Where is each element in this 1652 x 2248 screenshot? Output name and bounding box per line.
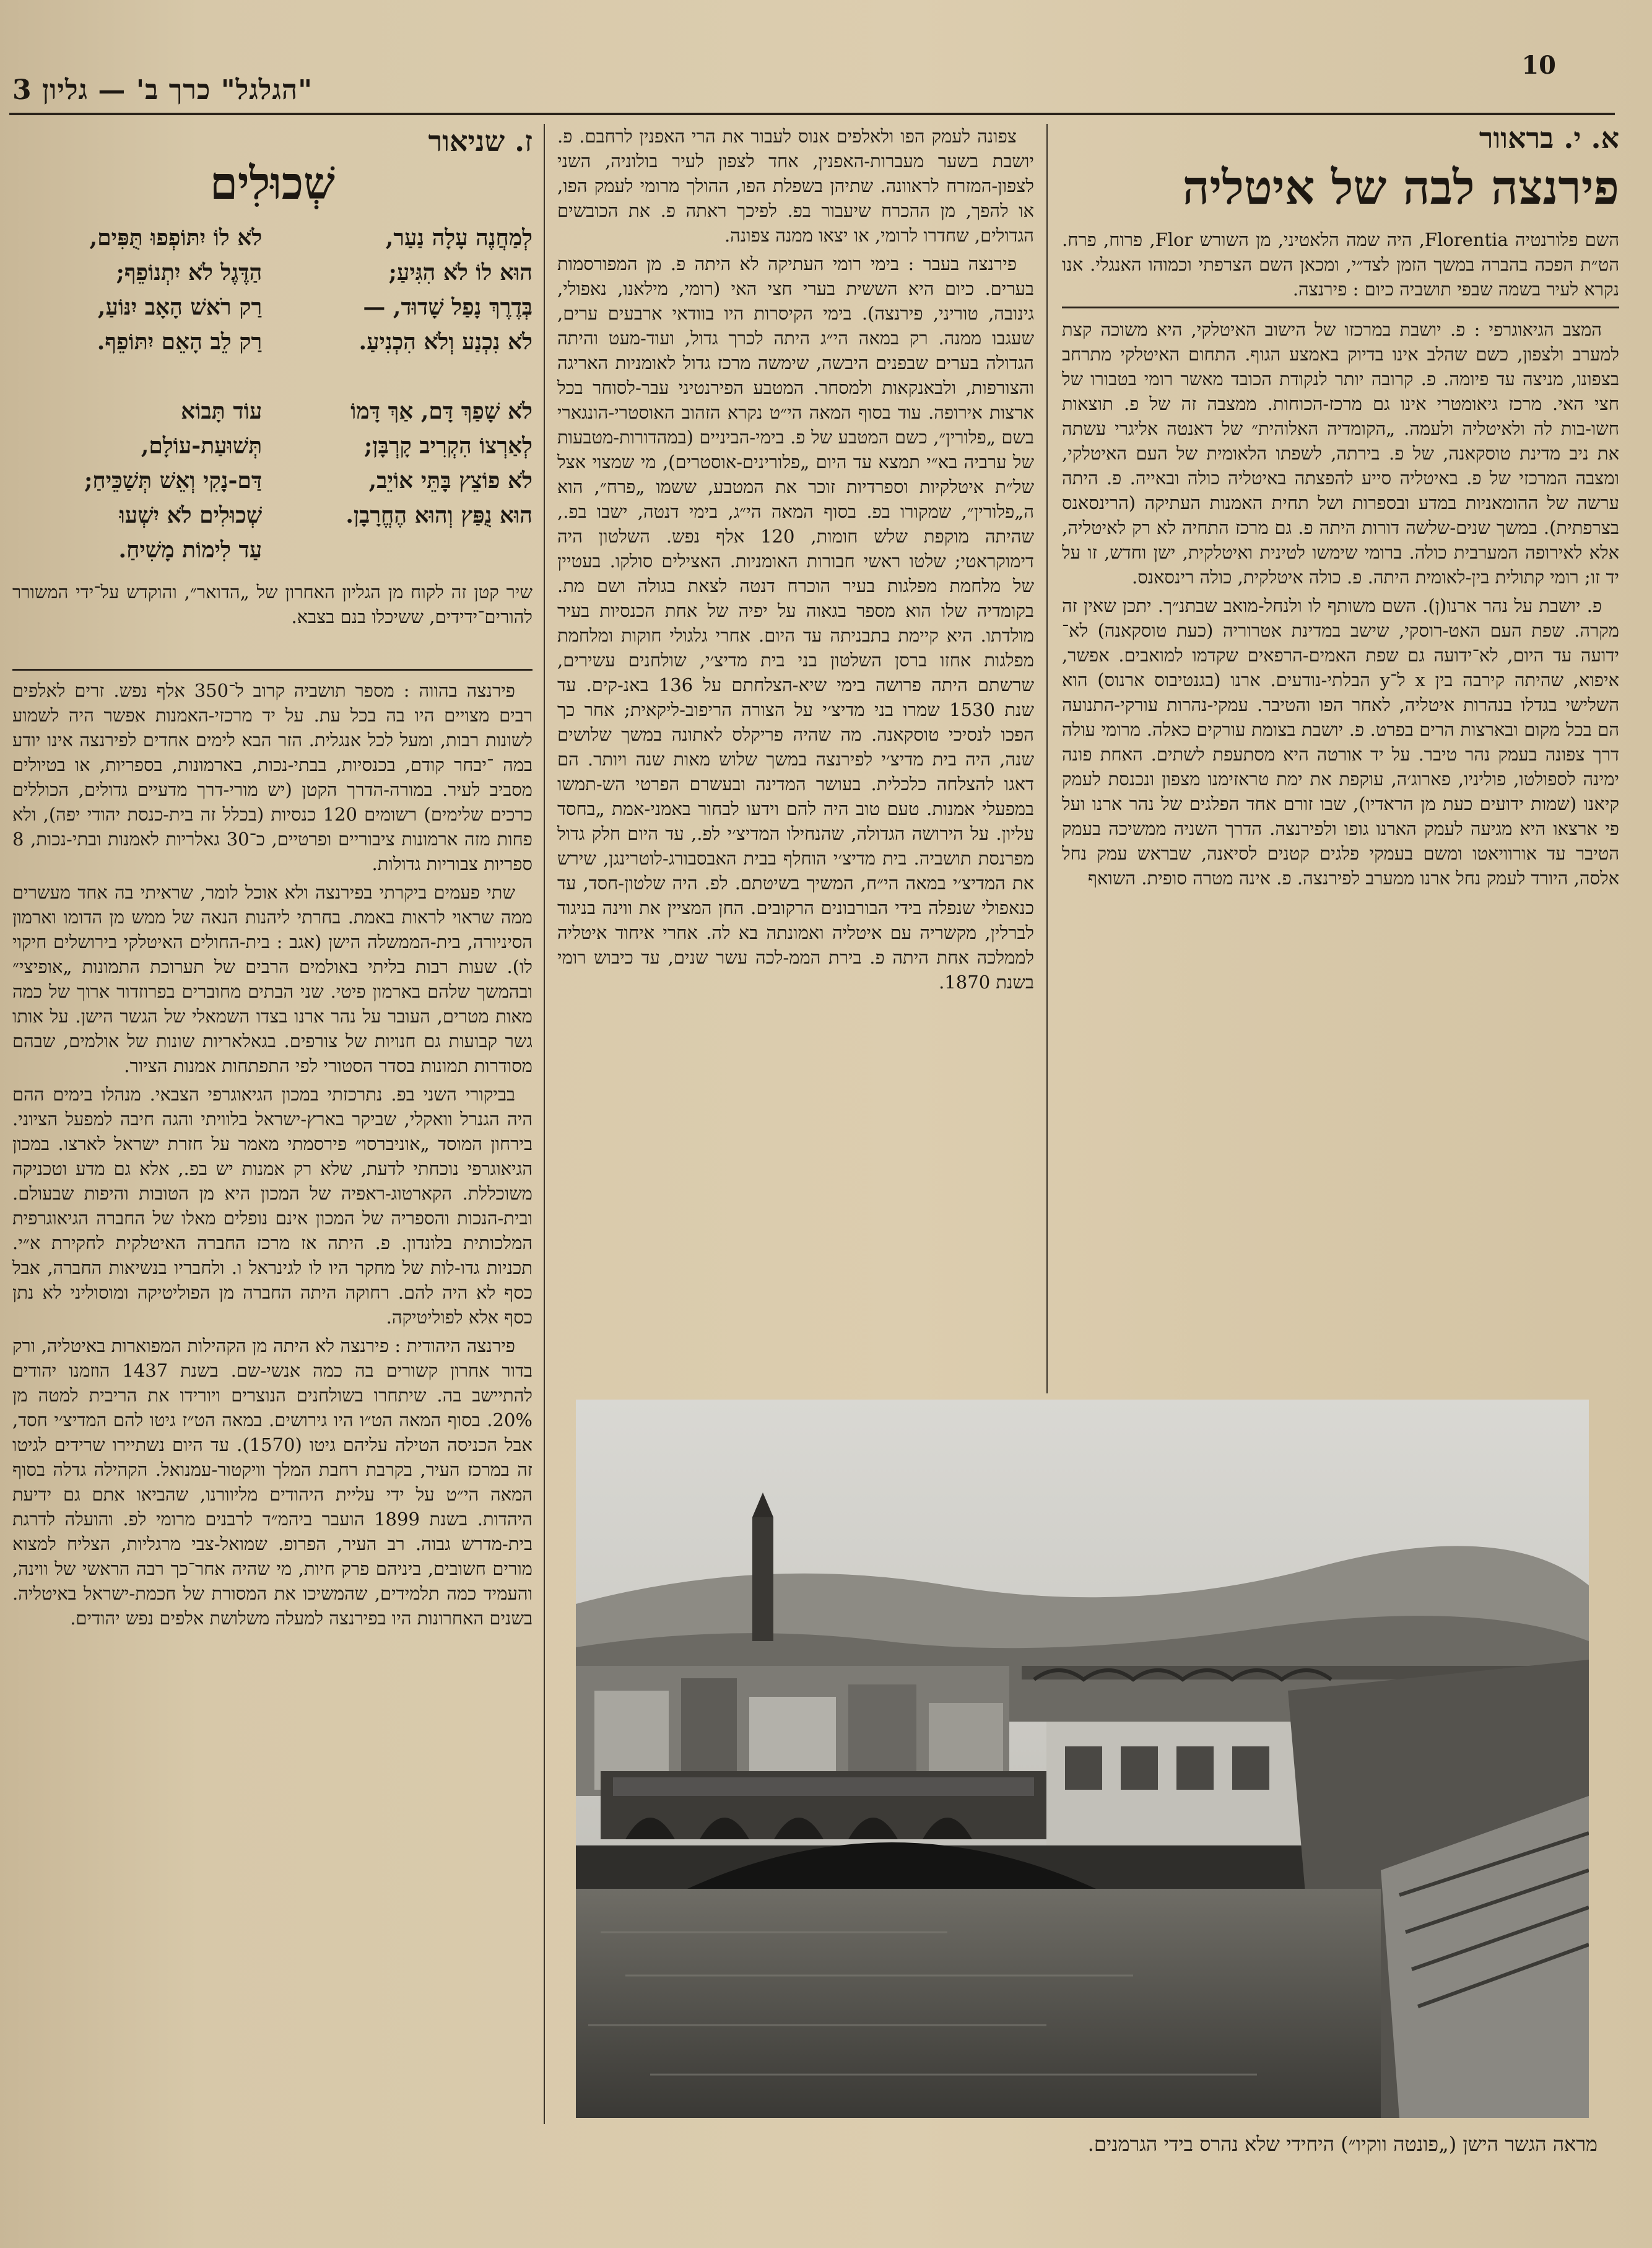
poem-line: רַק לֵב הָאֵם יִתּוֹפֵף.	[97, 329, 263, 355]
article-column-2	[557, 124, 1034, 1393]
poem-line	[12, 359, 262, 394]
poem-line: עוֹד תָּבוֹא	[181, 398, 263, 424]
article-author: א. י. בראוור	[1479, 121, 1619, 155]
article-paragraph: פירנצה בעבר : בימי רומי העתיקה לא היתה פ. מן המפורסמות בערים. כיום היא הששית בערי חצי האי (רומי, מילאנו, נאפולי, גינובה, טוריני, פירנצה). בימי הקיסרות היו בוודאי ארבעים ערים, שעגבו ממנה. רק במאה הי״ג היתה לכרך גדול, ועוד-מעט והיתה הגדולה בערים שבפנים היבשה, שימשה מרכז גדול לאומניות האריגה והצורפות, ולבאנקאות ולמסחר. המטבע הפירנטיני עבר-לסוחר בכל ארצות אירופה. עוד בסוף המאה הי״ט נקרא הזהוב האוסטרי-הונגארי בשם „פלורין״, כשם המטבע של פ. בימי-הביניים (במהדורות-מטבעות של ערביה בא״י תמצא עד היום „פלורינים-אוסטרים), מי שמצוי אצל של״ת איטלקיות וספרדיות זוכר את המטבע, ששמו „פרח״, הוא ה„פלורין״, שמקורו בפ. בסוף המאה הי״ג, בימי דנטה, ישבו בפ., שהיתה מוקפת שלש חומות, 120 אלף נפש. השלטון היה דימוקראטי; שלטו ראשי חבורות האומניות. האצילים סולקו. בעטיין של מלחמת מפלגות בעיר הוכרח דנטה לצאת בגולה ושם מת. בקומדיה שלו הוא מספר בגאוה על יפיה של אחת הכנסיות בעיר מולדתו. היא קיימת בתבניתה עד היום. אחרי גלגולי חוקות ומלחמת מפלגות אחזו ברסן השלטון בני בית מדיצ׳י, שולחנים עשירים, שרשתם היתה פרושה בימי שיא-הצלחתם על 136 באנ-קים. עד שנת 1530 שמרו בני מדיצ׳י על הצורה הריפוב-ליקאית; אחר כך הפכו לנסיכי טוסקאנה. מה שהיה פריקלס לאתונה במשך שלושים שנה, היה בית מדיצ׳י לפירנצה במשך שלוש מאות שנה ויותר. הם דאגו להצלחה כלכלית. בעושר המדינה ובעשרם הפרטי הש-תמשו במפעלי אמנות. טעם טוב היה להם וידעו לבחור באמני-אמת „בחסד עליון. על הירושה הגדולה, שהנחילו המדיצ׳י לפ., עד היום חלק גדול מפרנסת תושביה. בית מדיצ׳י הוחלף בבית האבסבורג-לוטרינגן, שירש את המדיצ׳י במאה הי״ח, המשיך בשיטתם. לפ. היה שלטון-חסד, עד כנאפולי שנפלה בידי הבורבונים הרקובים. החן המציין את ווינה בניגוד לברלין, מקשריה עם איטליה ואמונתה בא לה. אחרי איחוד איטליה לממלכה אחת היתה פ. בירת הממ-לכה עשר שנים, עד כיבוש רומי בשנת 1870.	[557, 253, 1034, 993]
poem-line: הוּא נֻפַּץ וְהוּא הֶחֱרָבָן.	[346, 502, 533, 528]
poem-line: הוּא לוֹ לֹא הִגִּיעַ;	[388, 259, 533, 285]
poem-divider	[12, 669, 533, 671]
article-paragraph: שתי פעמים ביקרתי בפירנצה ולא אוכל לומר, שראיתי בה אחד מעשרים ממה שראוי לראות באמת. בחרתי ליהנות הנאה של ממש מן הדומו וארמון הסיניורה, בית-הממשלה הישן (אגב : בית-החולים האיטלקי בירושלים חיקוי לו). שעות רבות בליתי באולמים הרבים של תערוכת התמונות „אופיצי״ ובהמשך שלהם בארמון פיטי. שני הבתים מחוברים בפרוזדור ארוך של כמה מאות מטרים, העובר על נהר ארנו בצדו השמאלי של הגשר הישן. על אותו גשר קבועות גם חנויות של צורפים. בגאלאריות שונות של אולמים, שבהם מסודרות תמונות בסדר הסטורי לפי התפתחות אמנות הציור.	[12, 882, 533, 1076]
poem-note: שיר קטן זה לקוח מן הגליון האחרון של „הדואר״, והוקדש על־ידי המשורר להורים־ידידים, ששיכלו בנם בצבא.	[12, 582, 533, 627]
poem-body	[12, 220, 533, 567]
article-paragraph: פ. יושבת על נהר ארנו(ן). השם משותף לו ולנחל-מואב שבתנ״ך. יתכן שאין זה מקרה. שפת העם האט-רוסקי, שישב במדינת אטרוריה (כעת טוסקאנה) לא־ ידועה עד היום, לא־ידועה גם שפת האמים-הרפאים שקדמו למואבים. אפשר, איפוא, שהיתה קירבה בין x ל־y הבלתי-נודעים. ארנו (בגנטיבוס ארנוס) הוא השלישי בגדלו בנהרות איטליה, לאחר הפו והטיבר. עמקי-נהרות עורקי-התנועה הם בכל מקום ובארצות הרים בפרט. פ. יושבת בצומת עורקים כאלה. מרומי עולה דרך צפונה בעמק נהר טיבר. על יד אורטה היא מסתעפת לשתים. האחת פונה ימינה לספולטו, פוליניו, פארוג׳ה, עוקפת את ימת טראזימנו מצפון ונכנסת לעמק קיאנו (שמות ידועים כעת מן הראדיו), שבו זורם אחד הפלגים של נהר ארנו ועל פי ארצאו היא מגיעה לעמק הארנו גופו ולפירנצה. הדרך השניה ממשיכה בעמק הטיבר עד אורוויאטו ומשם בעמקי פלגים קטנים לסיאנה, שבראש עמק נחל אלסה, היורד לעמק נחל ארנו ממערב לפירנצה. פ. אינה מטרה סופית. השואף	[1062, 595, 1619, 889]
publication-header: "הגלגל" כרך ב' — גליון 3	[12, 74, 313, 106]
poem-line: לְאַרְצוֹ הִקְרִיב קָרְבָּן;	[364, 433, 533, 459]
article-paragraph: בביקורי השני בפ. נתרכזתי במכון הגיאוגרפי הצבאי. מנהלו בימים ההם היה הגנרל וואקלי, שביקר בארץ-ישראל בלוויתי והגה חיבה למפעל הציוני. בירחון המוסד „אוניברסו״ פירסמתי מאמר על חזרת ישראל לארצו. במכון הגיאוגרפי נוכחתי לדעת, שלא רק אמנות יש בפ., אלא גם מדע וטכניקה משוכללת. הקארטוג-ראפיה של המכון היא מן הטובות והיפות שבעולם. ובית-הנכות והספריה של המכון אינם נופלים מאלו של החברה הגיאוגרפית המלכותית בלונדון. פ. היתה אז מרכז החברה האיטלקית לחקירת א״י. תכניות גדו-לות של מחקר היו לו לגינראל ו. ולחבריו בנשיאות החברה, אבל כסף לא היה להם. רחוקה היתה החברה מן הפוליטיקה ומוסוליני לא נתן כסף אלא לפוליטיקה.	[12, 1084, 533, 1328]
column-divider	[544, 124, 545, 2124]
poem-line: הַדֶּגֶל לֹא יִתְנוֹפֵף;	[116, 259, 263, 285]
article-intro: השם פלורנטיה Florentia, היה שמה הלאטיני, מן השורש Flor, פרוח, פרח. הט״ת הפכה בהברה במשך הזמן לצד״י, ומכאן השם הצרפתי וכמוהו האנגלי. אנו נקרא לעיר בשמה שבפי תושביה כיום : פירנצה.	[1062, 229, 1619, 300]
poem-author: ז. שניאור	[428, 124, 533, 158]
intro-divider	[1062, 307, 1619, 308]
poem-box	[12, 124, 533, 669]
poem-line: שְׁכוּלִים לֹא יִשְׁעוּ	[119, 502, 263, 528]
poem-line: בְּדֶרֶךְ נָפַל שָׁדוּד, —	[363, 294, 533, 320]
poem-line: לֹא לוֹ יִתּוֹפְפוּ תֻּפִּים,	[89, 225, 263, 251]
article-paragraph: פירנצה בהווה : מספר תושביה קרוב ל־350 אלף נפש. זרים לאלפים רבים מצויים היו בה בכל עת. על יד מרכזי-האמנות אפשר היה לשמוע לשונות רבות, ומעל לכל אנגלית. הזר הבא לימים אחדים לפירנצה אינו יודע במה ־יבחר קודם, בכנסיות, בבתי-נכות, בארמונות, בספריות, או בטיולים מסביב לעיר. במורה-הדרך הקטן (יש מורי-דרך מדעיים גדולים, הכוללים כרכים שלימים) רשומים 120 כנסיות (בכלל זה בית-כנסת יהודי יפה), ולא פחות מזה ארמונות ציבוריים ופרטיים, כ־30 גאלריות לאמנות ובתי-נכות, 8 ספריות צבוריות גדולות.	[12, 680, 533, 874]
column-divider	[1046, 124, 1048, 1393]
poem-line: דַּם-נָקִי וְאֵשׁ תְּשַׁכֵּיחַ;	[84, 468, 263, 494]
poem-line: לֹא שָׁפַךְ דָּם, אַךְ דָּמוֹ	[350, 398, 533, 424]
article-paragraph: המצב הגיאוגרפי : פ. יושבת במרכזו של הישוב האיטלקי, היא משוכה קצת למערב ולצפון, כשם שהלב אינו בדיוק באמצע הגוף. התחום האיטלקי מתרחב בצפונו, מניצה עד פיומה. פ. קרובה יותר לנקודת הכובד מאשר רומי בטבורו של חצי האי. מרכז גיאומטרי אינו גם מרכז-הכוחות. ממצבה זה של פ. תוצאות חשו-בות לה ולאיטליה ולעמה. „הקומדיה האלוהית״ של דאנטה אליגרי עשתה את ניב מדינת טוסקאנה, של פ. בירתה, לשפתו הלאומית של העם האיטלקי, ומצבה המרכזי של פ. באיטליה סייע להפצתה באיטליה כולה ובאייה. פ. היתה ערשה של ההומאניות במדע ובספרות ושל תחית האמנות העתיקה (הרינסאנס בצרפתית). במשך שנים-שלשה דורות היתה פ. גם מרכז התחיה לא רק לאיטליה, אלא לאירופה המערבית כולה. ברומי שימשו לטינית ואיטלקית, ישן וחדש, זו על יד זו; רומי קתולית בין-לאומית היתה. פ. כולה איטלקית, כולה רינסאנס.	[1062, 319, 1619, 588]
poem-line: לֹא נִכְנַע וְלֹא הִכְנִיעַ.	[359, 329, 533, 355]
article-column-1	[1062, 121, 1619, 1393]
photo-image	[576, 1400, 1589, 2118]
poem-line: רַק רֹאשׁ הָאָב יִנּוֹעַ,	[97, 294, 263, 320]
poem-line	[283, 359, 533, 394]
page-number: 10	[1521, 51, 1556, 80]
article-paragraph: צפונה לעמק הפו ולאלפים אנוס לעבור את הרי האפנין לרחבם. פ. יושבת בשער מעברות-האפנין, אחד לצפון לעיר בולוניה, השני לצפון-המזרח לראוונה. שתיהן בשפלת הפו, ההולך מרומי לעמק הפו, או להפך, מן ההכרח שיעבור בפ. לפיכך ראתה פ. את הכובשים הגדולים, שחדרו לרומי, או יצאו ממנה צפונה.	[557, 126, 1034, 246]
poem-line: תְּשׁוּעַת-עוֹלָם,	[141, 433, 263, 459]
header-divider	[9, 113, 1615, 115]
article-title: פירנצה לבה של איטליה	[1182, 160, 1619, 215]
poem-title: שְׁכוּלִים	[209, 157, 336, 209]
poem-stanza-right	[283, 220, 533, 567]
ponte-vecchio-photo	[576, 1400, 1589, 2118]
poem-stanza-left	[12, 220, 262, 567]
article-column-3	[12, 678, 533, 2239]
poem-line: עַד לִימוֹת מָשִׁיחַ.	[118, 537, 263, 563]
poem-line: לְמַחֲנֶה עָלָה נַעַר,	[385, 225, 533, 251]
photo-caption: מראה הגשר הישן („פונטה ווקיו״) היחידי שלא נהרס בידי הגרמנים.	[1087, 2132, 1598, 2156]
article-paragraph: פירנצה היהודית : פירנצה לא היתה מן הקהילות המפוארות באיטליה, ורק בדור אחרון קשורים בה כמה אנשי-שם. בשנת 1437 הוזמנו יהודים להתיישב בה. שיתחרו בשולחנים הנוצרים ויורידו את הריבית למטה מן 20%. בסוף המאה הט״ו היו גירושים. במאה הט״ז גיטו להם המדיצ׳י חסד, אבל הכניסה הטילה עליהם גיטו (1570). עד היום נשתיירו שרידים לגיטו זה במרכז העיר, בקרבת רחבת המלך וויקטור-עמנואל. הקהילה גדלה בסוף המאה הי״ט על ידי עליית היהודים מליוורנו, שהביאו אתם גם ידיעת היהדות. בשנת 1899 הועבר ביהמ״ד לרבנים מרומי לפ. והועלה לדרגת בית-מדרש גבוה. רב העיר, הפרופ. שמואל-צבי מרגליות, הצליח למצוא מורים חשובים, ביניהם פרק חיות, מי שהיה אחר־כך רבה הראשי של ווינה, והעמיד כמה תלמידים, שהמשיכו את המסורת של חכמת-ישראל באיטליה. בשנים האחרונות היו בפירנצה למעלה משלושת אלפים נפש יהודים.	[12, 1335, 533, 1629]
poem-line: לֹא פוֹצֵץ בָּתֵּי אוֹיֵב,	[368, 468, 533, 494]
